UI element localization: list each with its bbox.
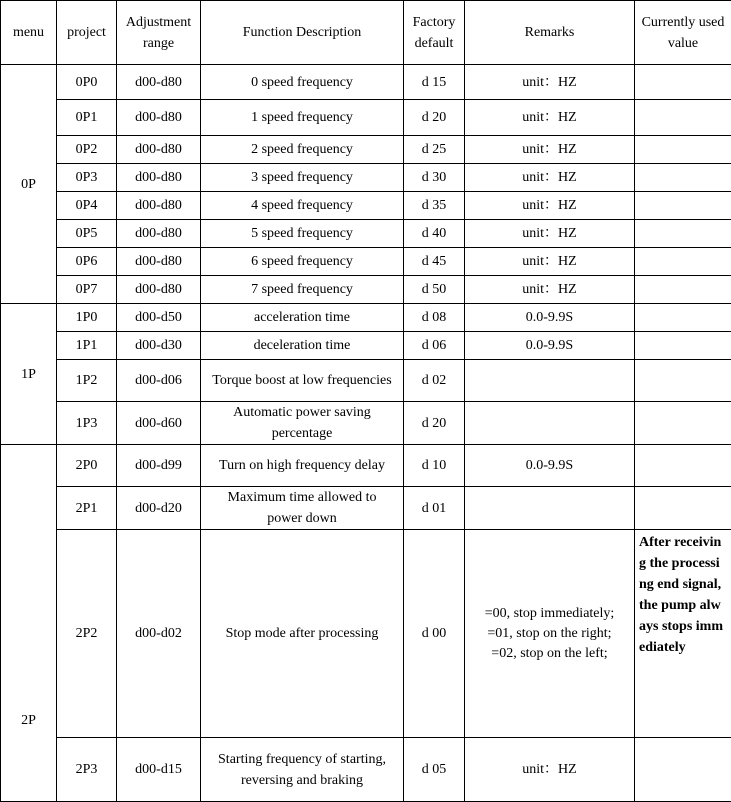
range-cell: d00-d02 (117, 530, 201, 738)
table-row (1, 248, 731, 276)
project-cell: 2P1 (57, 487, 117, 530)
default-cell: d 20 (404, 402, 465, 445)
function-cell: 4 speed frequency (201, 192, 404, 220)
table-row (1, 192, 731, 220)
project-cell: 0P7 (57, 276, 117, 304)
function-cell: 1 speed frequency (201, 100, 404, 136)
current-value-cell (635, 304, 731, 332)
table-row (1, 360, 731, 402)
table-row (1, 100, 731, 136)
range-cell: d00-d80 (117, 65, 201, 100)
function-cell: deceleration time (201, 332, 404, 360)
default-cell: d 45 (404, 248, 465, 276)
function-cell: 3 speed frequency (201, 164, 404, 192)
default-cell: d 35 (404, 192, 465, 220)
project-cell: 0P6 (57, 248, 117, 276)
project-cell: 1P1 (57, 332, 117, 360)
range-cell: d00-d80 (117, 220, 201, 248)
function-cell: 5 speed frequency (201, 220, 404, 248)
default-cell: d 10 (404, 445, 465, 487)
table-row (1, 445, 731, 487)
current-value-cell (635, 487, 731, 530)
remarks-cell: 0.0-9.9S (465, 304, 635, 332)
header-adjustment-range: Adjustment range (117, 1, 201, 65)
project-cell: 0P0 (57, 65, 117, 100)
header-project: project (57, 1, 117, 65)
project-cell: 2P0 (57, 445, 117, 487)
header-currently-used-value: Currently used value (635, 1, 731, 65)
remarks-cell: unit：HZ (465, 248, 635, 276)
menu-cell-0p: 0P (1, 65, 57, 304)
current-value-cell (635, 360, 731, 402)
menu-cell-1p: 1P (1, 304, 57, 445)
range-cell: d00-d80 (117, 164, 201, 192)
table-row (1, 402, 731, 445)
current-value-cell (635, 402, 731, 445)
header-remarks: Remarks (465, 1, 635, 65)
range-cell: d00-d06 (117, 360, 201, 402)
current-value-cell (635, 136, 731, 164)
range-cell: d00-d80 (117, 136, 201, 164)
table-row (1, 276, 731, 304)
project-cell: 1P2 (57, 360, 117, 402)
default-cell: d 30 (404, 164, 465, 192)
current-value-cell (635, 100, 731, 136)
function-cell: 0 speed frequency (201, 65, 404, 100)
default-cell: d 02 (404, 360, 465, 402)
remarks-cell (465, 402, 635, 445)
remarks-line: =01, stop on the right; (487, 625, 612, 641)
range-cell: d00-d60 (117, 402, 201, 445)
project-cell: 0P2 (57, 136, 117, 164)
remarks-cell: unit：HZ (465, 276, 635, 304)
current-value-cell (635, 445, 731, 487)
function-cell: 6 speed frequency (201, 248, 404, 276)
project-cell: 1P0 (57, 304, 117, 332)
default-cell: d 08 (404, 304, 465, 332)
default-cell: d 05 (404, 738, 465, 802)
current-value-cell (635, 276, 731, 304)
project-cell: 2P3 (57, 738, 117, 802)
range-cell: d00-d80 (117, 276, 201, 304)
remarks-line: =00, stop immediately; (484, 605, 615, 621)
default-cell: d 25 (404, 136, 465, 164)
table-row (1, 487, 731, 530)
default-cell: d 50 (404, 276, 465, 304)
remarks-cell: unit：HZ (465, 65, 635, 100)
range-cell: d00-d15 (117, 738, 201, 802)
header-menu: menu (1, 1, 57, 65)
current-value-cell (635, 738, 731, 802)
function-cell: Stop mode after processing (201, 530, 404, 738)
table-row (1, 738, 731, 802)
header-factory-default: Factory default (404, 1, 465, 65)
table-row (1, 332, 731, 360)
table-row (1, 164, 731, 192)
range-cell: d00-d50 (117, 304, 201, 332)
range-cell: d00-d80 (117, 248, 201, 276)
function-cell: Automatic power saving percentage (201, 402, 404, 445)
remarks-cell: unit：HZ (465, 738, 635, 802)
default-cell: d 06 (404, 332, 465, 360)
header-function-description: Function Description (201, 1, 404, 65)
project-cell: 1P3 (57, 402, 117, 445)
function-cell: Maximum time allowed to power down (201, 487, 404, 530)
remarks-cell: unit：HZ (465, 100, 635, 136)
default-cell: d 01 (404, 487, 465, 530)
project-cell: 0P4 (57, 192, 117, 220)
range-cell: d00-d30 (117, 332, 201, 360)
default-cell: d 15 (404, 65, 465, 100)
range-cell: d00-d80 (117, 192, 201, 220)
current-value-note: After receiving the processing end signal, the pump always stops immediately (635, 530, 731, 738)
remarks-cell: unit：HZ (465, 164, 635, 192)
current-value-cell (635, 192, 731, 220)
table-row (1, 65, 731, 100)
function-cell: Torque boost at low frequencies (201, 360, 404, 402)
remarks-line: =02, stop on the left; (491, 645, 608, 661)
project-cell: 2P2 (57, 530, 117, 738)
function-cell: 7 speed frequency (201, 276, 404, 304)
current-value-cell (635, 164, 731, 192)
remarks-cell: unit：HZ (465, 220, 635, 248)
current-value-cell (635, 248, 731, 276)
remarks-cell: 0.0-9.9S (465, 332, 635, 360)
function-cell: acceleration time (201, 304, 404, 332)
remarks-cell (465, 360, 635, 402)
default-cell: d 00 (404, 530, 465, 738)
range-cell: d00-d20 (117, 487, 201, 530)
function-cell: Turn on high frequency delay (201, 445, 404, 487)
function-cell: Starting frequency of starting, reversing and braking (201, 738, 404, 802)
default-cell: d 40 (404, 220, 465, 248)
function-cell: 2 speed frequency (201, 136, 404, 164)
project-cell: 0P5 (57, 220, 117, 248)
current-value-cell (635, 220, 731, 248)
table-row (1, 530, 731, 738)
table-row (1, 136, 731, 164)
range-cell: d00-d99 (117, 445, 201, 487)
project-cell: 0P1 (57, 100, 117, 136)
remarks-cell: 0.0-9.9S (465, 445, 635, 487)
table-row (1, 304, 731, 332)
current-value-cell (635, 65, 731, 100)
header-row (1, 1, 731, 65)
remarks-cell-stop-modes (465, 530, 635, 738)
project-cell: 0P3 (57, 164, 117, 192)
range-cell: d00-d80 (117, 100, 201, 136)
menu-cell-2p: 2P (1, 445, 57, 802)
remarks-cell: unit：HZ (465, 136, 635, 164)
table-row (1, 220, 731, 248)
default-cell: d 20 (404, 100, 465, 136)
remarks-cell: unit：HZ (465, 192, 635, 220)
remarks-cell (465, 487, 635, 530)
current-value-cell (635, 332, 731, 360)
